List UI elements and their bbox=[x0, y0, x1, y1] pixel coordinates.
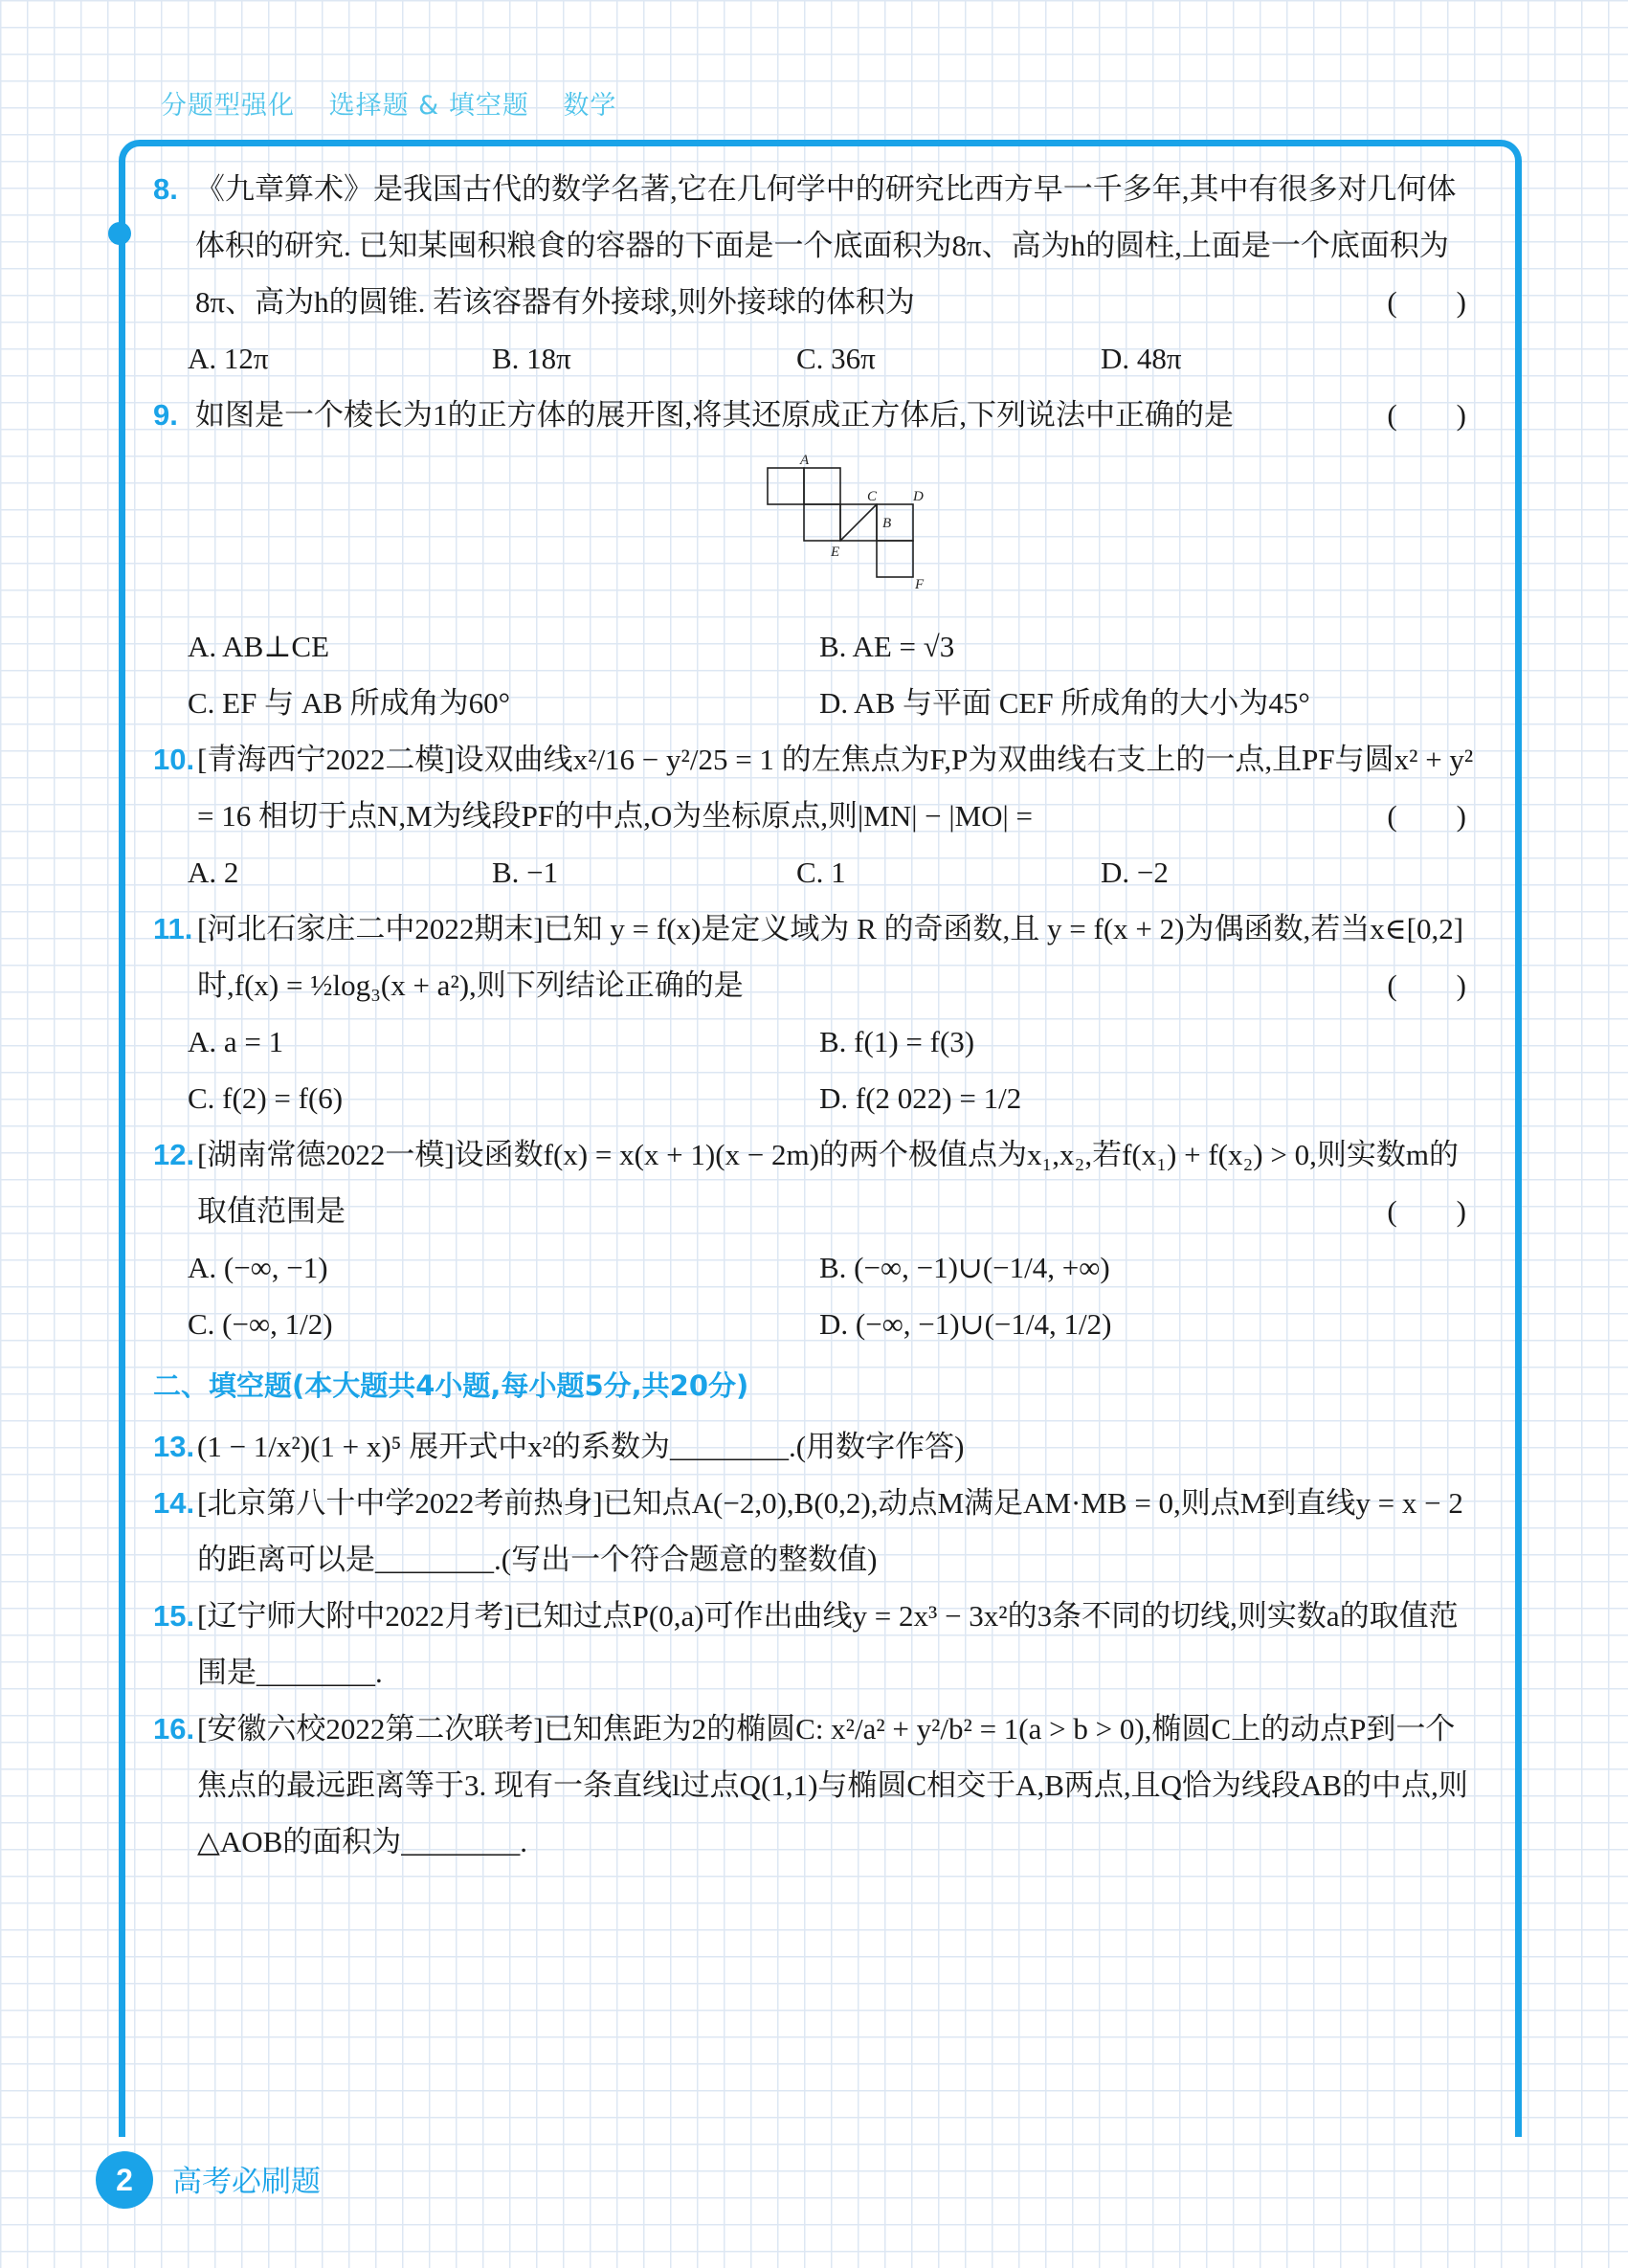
option-a: A. AB⊥CE bbox=[188, 630, 330, 663]
label-B: B bbox=[882, 516, 892, 531]
page-number: 2 bbox=[96, 2151, 153, 2209]
question-number: 14. bbox=[153, 1486, 195, 1520]
option-a: A. a = 1 bbox=[188, 1025, 284, 1058]
section-title: 二、填空题(本大题共4小题,每小题5分,共20分) bbox=[153, 1369, 749, 1402]
question-text: [北京第八十中学2022考前热身]已知点A(−2,0),B(0,2),动点M满足AM·MB = 0,则点M到直线y = x − 2的距离可以是________.(写出一个符合题意的整数值) bbox=[197, 1486, 1463, 1576]
option-d: D. AB 与平面 CEF 所成角的大小为45° bbox=[819, 686, 1310, 720]
question-10 bbox=[153, 731, 1474, 844]
question-text: [辽宁师大附中2022月考]已知过点P(0,a)可作出曲线y = 2x³ − 3x²的3条不同的切线,则实数a的取值范围是________. bbox=[197, 1599, 1459, 1689]
question-13 bbox=[153, 1418, 1474, 1475]
answer-bracket: ( ) bbox=[1387, 398, 1466, 432]
options bbox=[188, 1013, 1474, 1126]
question-11 bbox=[153, 901, 1474, 1013]
question-text: [湖南常德2022一模]设函数f(x) = x(x + 1)(x − 2m)的两个极值点为x₁,x₂,若f(x₁) + f(x₂) > 0,则实数m的取值范围是 bbox=[197, 1138, 1459, 1228]
content-area bbox=[153, 161, 1474, 1870]
question-14 bbox=[153, 1475, 1474, 1588]
answer-bracket: ( ) bbox=[1387, 1194, 1466, 1228]
option-c: C. EF 与 AB 所成角为60° bbox=[188, 686, 511, 720]
header-item-1: 分题型强化 bbox=[161, 91, 295, 121]
options bbox=[188, 330, 1474, 387]
option-b: B. −1 bbox=[492, 856, 559, 889]
frame-dot bbox=[108, 222, 131, 245]
question-text: [青海西宁2022二模]设双曲线x²/16 − y²/25 = 1 的左焦点为F,P为双曲线右支上的一点,且PF与圆x² + y² = 16 相切于点N,M为线段PF的中点,O为坐标原点,则|MN| − |MO| = bbox=[197, 743, 1474, 833]
option-c: C. 1 bbox=[796, 856, 846, 889]
question-number: 12. bbox=[153, 1138, 195, 1171]
option-d: D. −2 bbox=[1101, 856, 1169, 889]
option-c: C. (−∞, 1/2) bbox=[188, 1307, 333, 1341]
book-title: 高考必刷题 bbox=[172, 2165, 321, 2199]
option-a: A. (−∞, −1) bbox=[188, 1251, 328, 1284]
question-number: 16. bbox=[153, 1712, 195, 1745]
option-b: B. AE = √3 bbox=[819, 630, 955, 663]
question-text: 《九章算术》是我国古代的数学名著,它在几何学中的研究比西方早一千多年,其中有很多对几何体体积的研究. 已知某囤积粮食的容器的下面是一个底面积为8π、高为h的圆柱,上面是一个底面积为8π、高为h的圆锥. 若该容器有外接球,则外接球的体积为 bbox=[195, 172, 1457, 319]
question-number: 10. bbox=[153, 743, 195, 776]
question-9 bbox=[153, 387, 1474, 443]
option-a: A. 2 bbox=[188, 856, 239, 889]
question-12 bbox=[153, 1126, 1474, 1239]
answer-bracket: ( ) bbox=[1387, 799, 1466, 833]
options bbox=[188, 618, 1474, 731]
option-b: B. f(1) = f(3) bbox=[819, 1025, 975, 1058]
label-F: F bbox=[915, 577, 925, 592]
question-number: 11. bbox=[153, 912, 193, 945]
option-b: B. (−∞, −1)∪(−1/4, +∞) bbox=[819, 1251, 1110, 1284]
option-c: C. 36π bbox=[796, 342, 876, 375]
question-8 bbox=[153, 161, 1474, 330]
options bbox=[188, 844, 1474, 901]
option-d: D. f(2 022) = 1/2 bbox=[819, 1081, 1022, 1115]
cube-net-diagram bbox=[739, 449, 930, 592]
question-text: (1 − 1/x²)(1 + x)⁵ 展开式中x²的系数为________.(用数字作答) bbox=[197, 1430, 965, 1463]
header-item-3: 数学 bbox=[563, 91, 617, 121]
option-d: D. (−∞, −1)∪(−1/4, 1/2) bbox=[819, 1307, 1112, 1341]
answer-bracket: ( ) bbox=[1387, 285, 1466, 319]
label-C: C bbox=[867, 489, 878, 504]
option-d: D. 48π bbox=[1101, 342, 1182, 375]
label-E: E bbox=[831, 545, 840, 560]
question-number: 9. bbox=[153, 398, 178, 432]
option-a: A. 12π bbox=[188, 342, 269, 375]
option-c: C. f(2) = f(6) bbox=[188, 1081, 344, 1115]
question-number: 13. bbox=[153, 1430, 195, 1463]
question-16 bbox=[153, 1701, 1474, 1870]
page-header bbox=[161, 84, 641, 122]
label-A: A bbox=[800, 453, 810, 468]
question-15 bbox=[153, 1588, 1474, 1701]
cube-net-figure bbox=[739, 449, 930, 611]
question-text: [河北石家庄二中2022期末]已知 y = f(x)是定义域为 R 的奇函数,且 y = f(x + 2)为偶函数,若当x∈[0,2]时,f(x) = ½log₃(x + a²),则下列结论正确的是 bbox=[197, 912, 1464, 1002]
label-D: D bbox=[913, 489, 924, 504]
header-item-2: 选择题 & 填空题 bbox=[328, 91, 529, 121]
question-number: 15. bbox=[153, 1599, 195, 1633]
options bbox=[188, 1239, 1474, 1352]
question-number: 8. bbox=[153, 172, 178, 206]
option-b: B. 18π bbox=[492, 342, 571, 375]
question-text: [安徽六校2022第二次联考]已知焦距为2的椭圆C: x²/a² + y²/b² = 1(a > b > 0),椭圆C上的动点P到一个焦点的最远距离等于3. 现有一条直线l过点Q(1,1)与椭圆C相交于A,B两点,且Q恰为线段AB的中点,则△AOB的面积为________. bbox=[197, 1712, 1468, 1858]
question-text: 如图是一个棱长为1的正方体的展开图,将其还原成正方体后,下列说法中正确的是 bbox=[195, 398, 1234, 432]
answer-bracket: ( ) bbox=[1387, 968, 1466, 1002]
